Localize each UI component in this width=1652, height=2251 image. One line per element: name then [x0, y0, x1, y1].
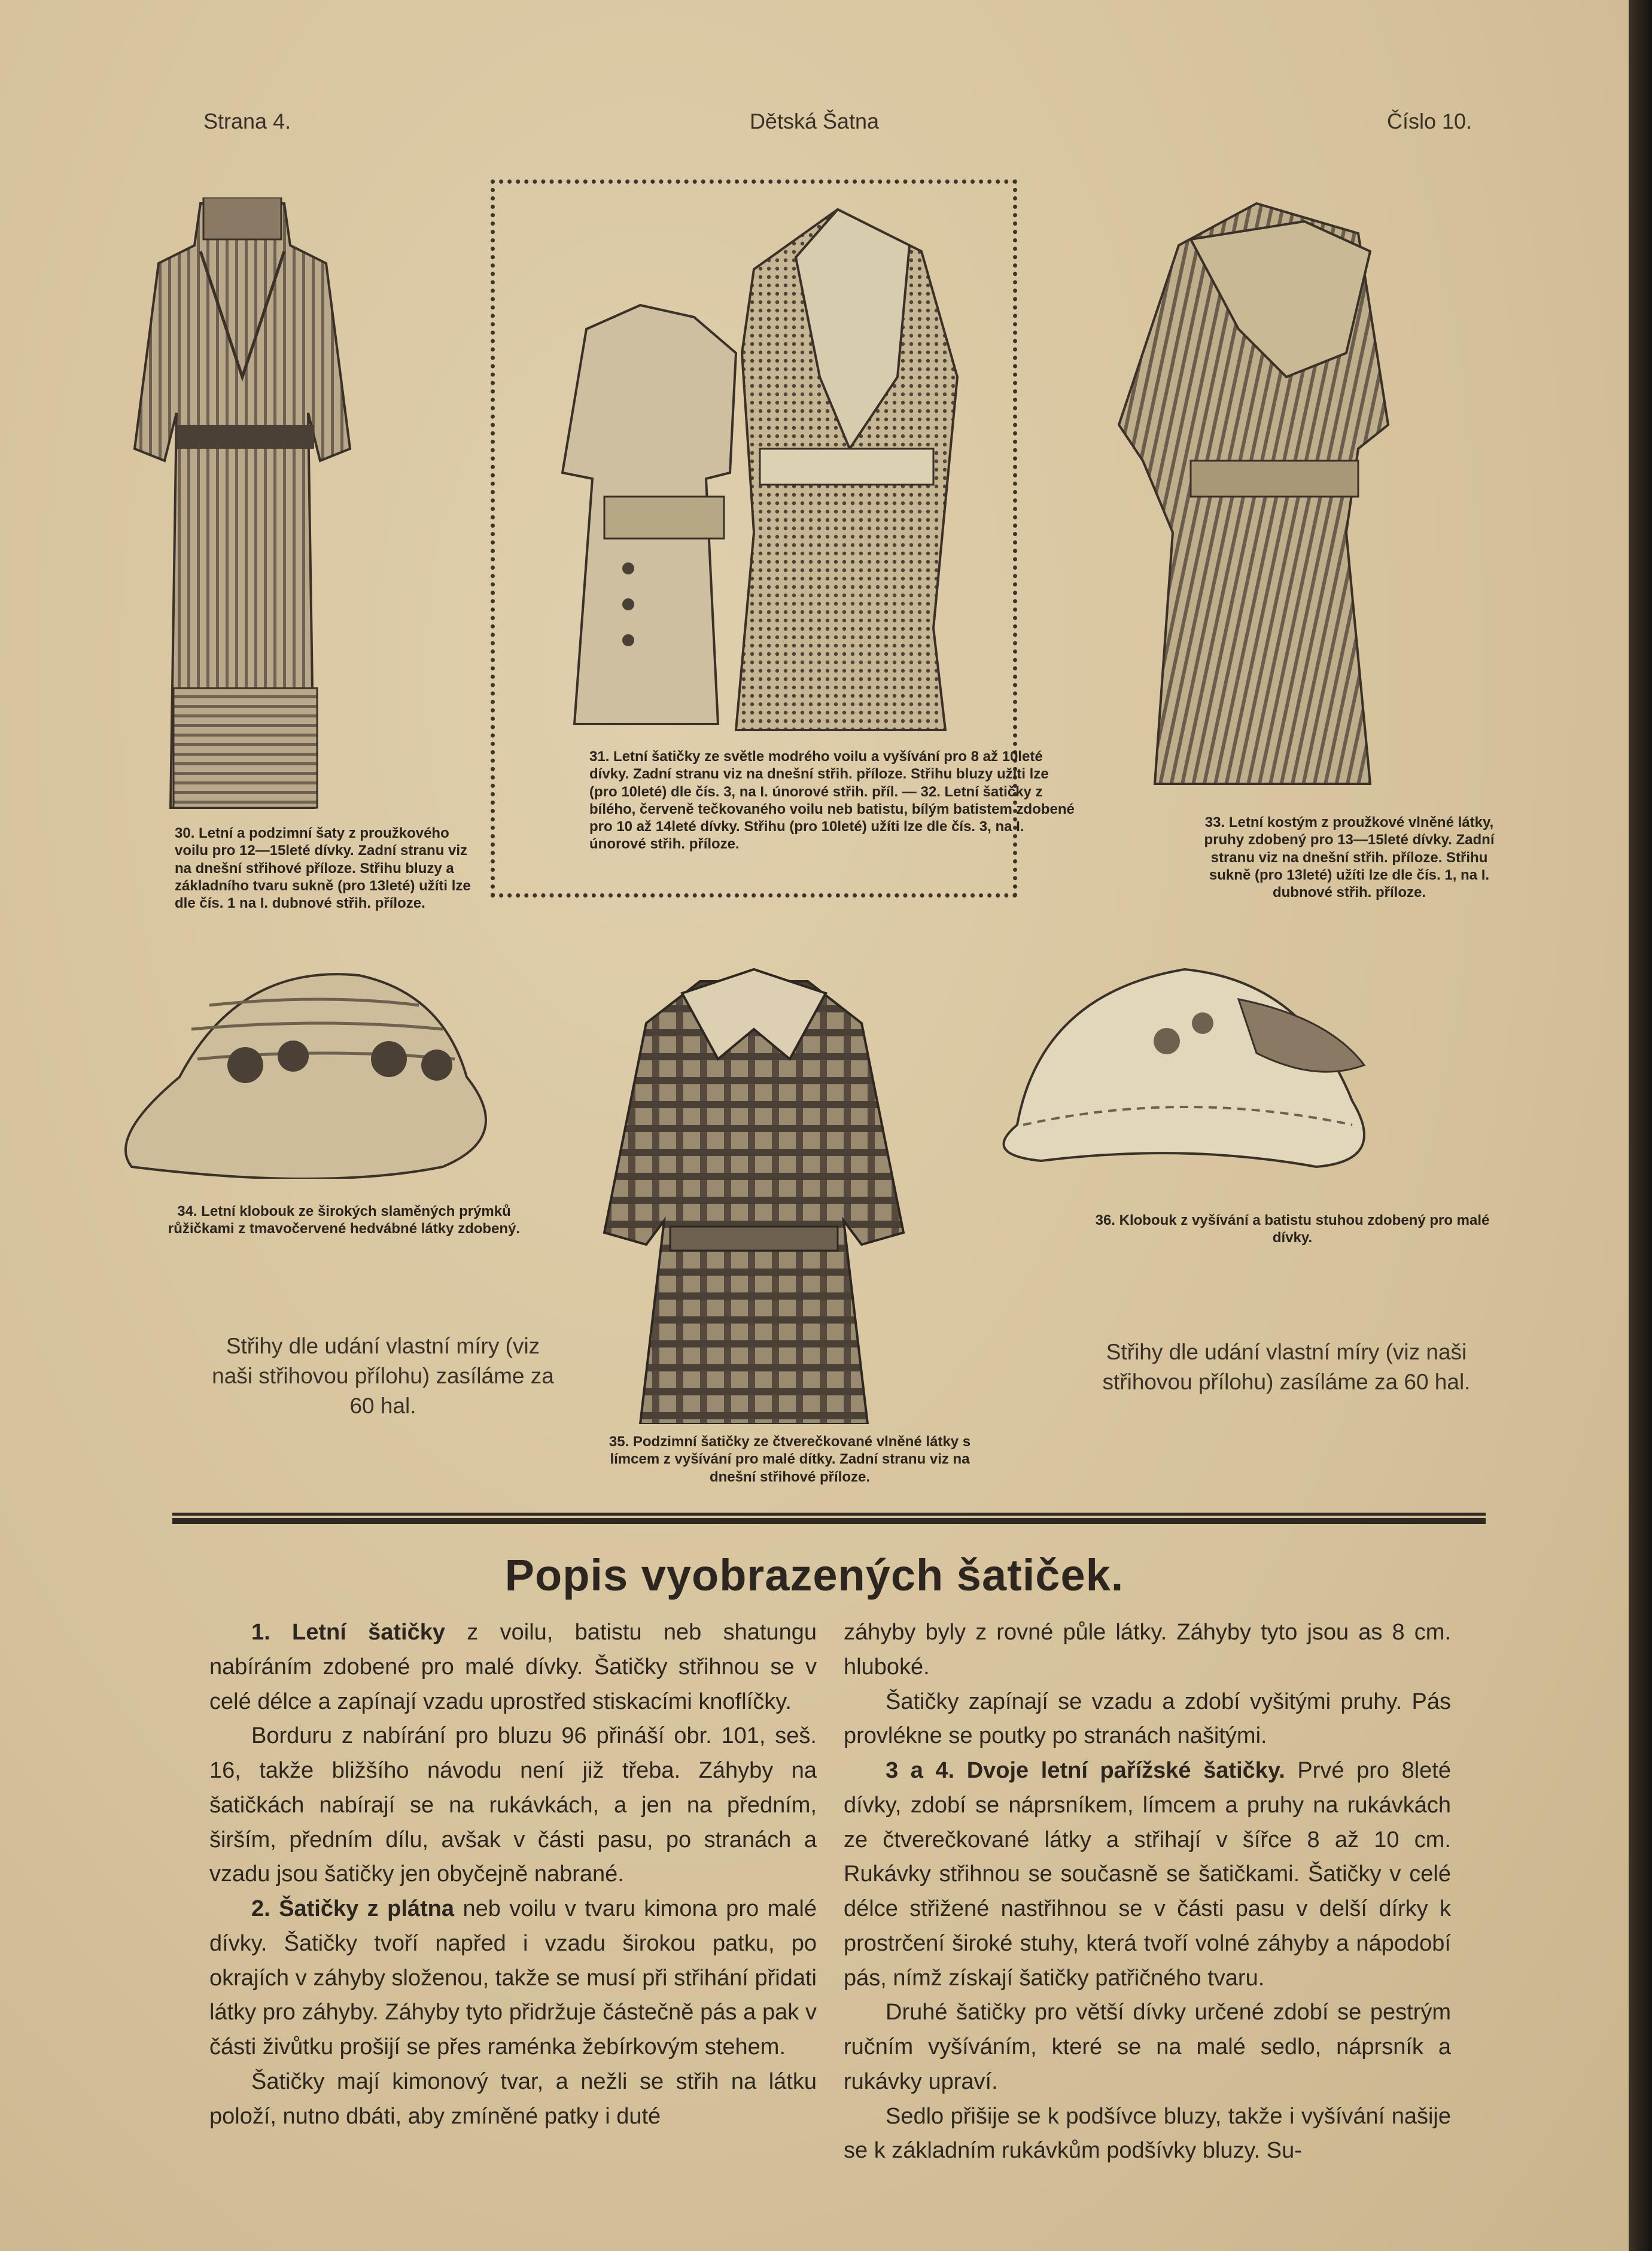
- article-column-right: [844, 1616, 1451, 2168]
- issue-number: Číslo 10.: [1387, 109, 1472, 133]
- item-heading: 1. Letní šatičky: [251, 1620, 445, 1645]
- paragraph: Sedlo přišije se k podšívce bluzy, takže i vyšívání našije se k základním rukávkům podšívky bluzy. Su-: [844, 2103, 1451, 2164]
- caption-fig33: 33. Letní kostým z proužkové vlněné látky, pruhy zdobený pro 13—15leté dívky. Zadní stranu viz na dnešní střih. příloze. Střihu sukně (pro 13leté) užíti lze dle čís. 1, na I. dubnové střih. příloze.: [1204, 814, 1495, 901]
- caption-fig30: 30. Letní a podzimní šaty z proužkového voilu pro 12—15leté dívky. Zadní stranu viz na dnešní střihové příloze. Střihu bluzy a základního tvaru sukně (pro 13leté) užíti lze dle čís. 1 na I. dubnové střih. příloze.: [175, 825, 471, 912]
- paragraph: Šatičky mají kimonový tvar, a nežli se střih na látku položí, nutno dbáti, aby zmíněné patky i duté: [209, 2069, 817, 2129]
- illustration-dress-30: [111, 197, 374, 820]
- article-column-left: [209, 1616, 817, 2134]
- illustration-bonnet-36: [969, 945, 1400, 1185]
- pattern-order-note-left: Střihy dle udání vlastní míry (viz naši střihovou přílohu) zasíláme za 60 hal.: [212, 1334, 554, 1418]
- item-heading: 2. Šatičky z plátna: [251, 1896, 455, 1921]
- illustration-plaid-dress-35: [580, 957, 927, 1424]
- paragraph: záhyby byly z rovné půle látky. Záhyby tyto jsou as 8 cm. hluboké.: [844, 1620, 1451, 1680]
- article-title: Popis vyobrazených šatiček.: [504, 1550, 1124, 1600]
- caption-fig36: 36. Klobouk z vyšívání a batistu stuhou zdobený pro malé dívky.: [1095, 1212, 1490, 1246]
- paragraph: Borduru z nabírání pro bluzu 96 přináší obr. 101, seš. 16, takže bližšího návodu není již třeba. Záhyby na šatičkách nabírají se na rukávkách, a jen na předním, širším, předním dílu, avšak v části pasu, po stranách a vzadu jsou šatičky jen obyčejně nabrané.: [209, 1723, 817, 1887]
- pattern-order-note-right: Střihy dle udání vlastní míry (viz naši střihovou přílohu) zasíláme za 60 hal.: [1102, 1340, 1471, 1394]
- paragraph: Druhé šatičky pro větší dívky určené zdobí se pestrým ručním vyšíváním, které se na malé sedlo, náprsník a rukávky upraví.: [844, 2000, 1451, 2094]
- paragraph: 2. Šatičky z plátna neb voilu v tvaru kimona pro malé dívky. Šatičky tvoří napřed i vzadu širokou patku, po okrajích v záhyby složenou, takže se musí při střihání přidati látky pro záhyby. Záhyby tyto přidržuje částečně pás a pak v části živůtku prošijí se přes raménka žebírkovým stehem.: [209, 1896, 817, 2060]
- page-number: Strana 4.: [203, 109, 291, 133]
- illustration-hat-34: [108, 939, 515, 1179]
- paragraph: 3 a 4. Dvoje letní pařížské šatičky. Prvé pro 8leté dívky, zdobí se náprsníkem, límcem a pruhy na rukávkách ze čtverečkované látky a střihají v šířce 8 až 10 cm. Rukávky střihnou se současně se šatičkami. Šatičky v celé délce střižené nastřihnou se v části pasu v delší dírky k prostrčení široké stuhy, která tvoří volné záhyby a nápodobí pás, nímž získají šatičky patřičného tvaru.: [844, 1758, 1451, 1991]
- item-heading: 3 a 4. Dvoje letní pařížské šatičky.: [886, 1758, 1285, 1783]
- scan-edge: [1629, 0, 1652, 2251]
- illustration-suit-33: [1107, 197, 1406, 796]
- caption-fig31-32: 31. Letní šatičky ze světle modrého voilu a vyšívání pro 8 až 10leté dívky. Zadní stranu viz na dnešní střih. příloze. Střihu bluzy užíti lze (pro 10leté) dle čís. 3, na I. únorové střih. příl. — 32. Letní šatičky z bílého, červeně tečkovaného voilu neb batistu, bílým batistem zdobené pro 10 až 14leté dívky. Střihu (pro 10leté) užíti lze dle čís. 3, na I. únorové střih. příloze.: [589, 749, 1075, 853]
- illustration-dresses-31-32: [539, 197, 981, 748]
- caption-fig34: 34. Letní klobouk ze širokých slaměných prýmků růžičkami z tmavočervené hedvábné látky zdobený.: [168, 1203, 521, 1237]
- paragraph: Šatičky zapínají se vzadu a zdobí vyšitými pruhy. Pás provlékne se poutky po stranách našitými.: [844, 1689, 1451, 1749]
- paragraph: 1. Letní šatičky z voilu, batistu neb shatungu nabíráním zdobené pro malé dívky. Šatičky střihnou se v celé délce a zapínají vzadu uprostřed stiskacími knoflíčky.: [209, 1620, 817, 1714]
- magazine-title: Dětská Šatna: [749, 109, 880, 133]
- divider-thin: [172, 1513, 1486, 1516]
- caption-fig35: 35. Podzimní šatičky ze čtverečkované vlněné látky s límcem z vyšívání pro malé dítky. Zadní stranu viz na dnešní střihové příloze.: [609, 1434, 971, 1485]
- divider-thick: [172, 1518, 1486, 1524]
